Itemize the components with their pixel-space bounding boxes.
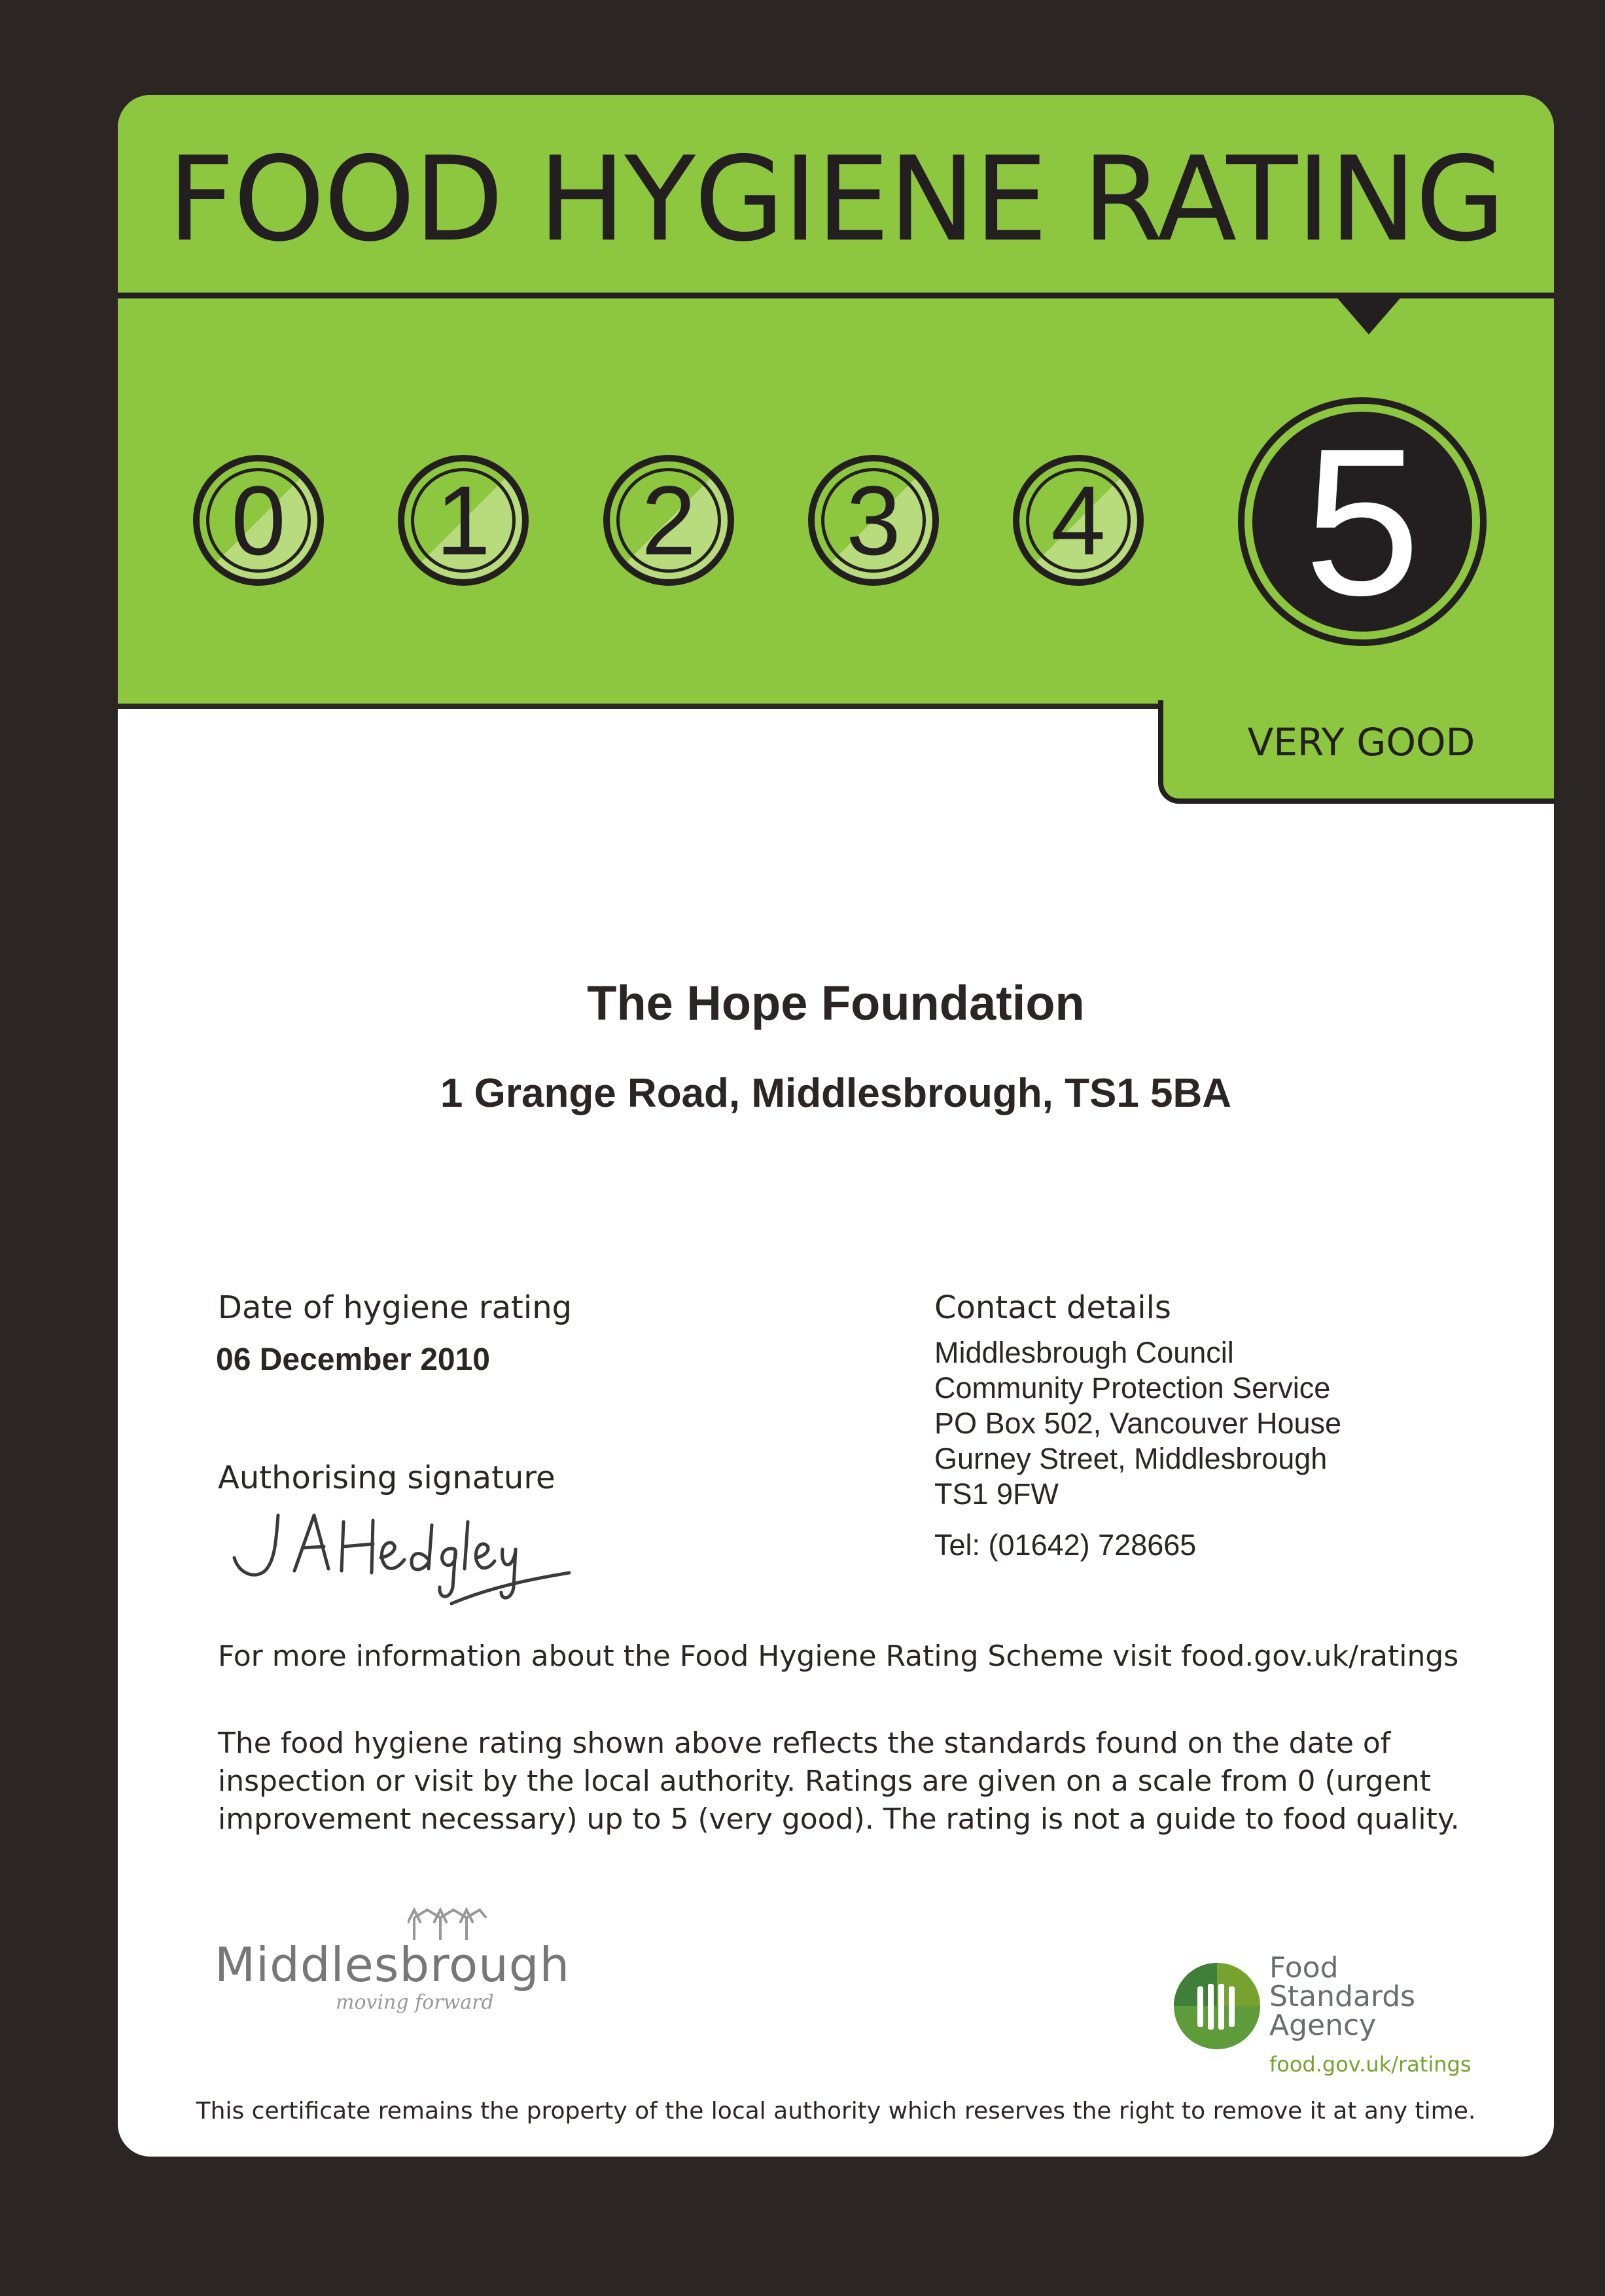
- rating-number: 0: [231, 465, 286, 575]
- rating-number-selected: 5: [1304, 404, 1420, 639]
- signature: [216, 1496, 582, 1607]
- middlesbrough-logo: [215, 1937, 571, 2014]
- rating-number: 2: [641, 465, 696, 575]
- rating-circle-5-selected: [1244, 404, 1480, 639]
- date-label: Date of hygiene rating: [218, 1289, 573, 1326]
- rating-circle-4: [1013, 455, 1144, 586]
- rating-number: 1: [436, 465, 491, 575]
- food-standards-agency-logo: [1171, 1951, 1538, 2085]
- contact-line: Community Protection Service: [934, 1371, 1331, 1405]
- contact-line: Gurney Street, Middlesbrough: [934, 1442, 1328, 1475]
- agency-name: Food Standards Agency: [1269, 1951, 1416, 2042]
- arrows-icon: [408, 1905, 493, 1941]
- rating-description: The food hygiene rating shown above reflects the standards found on the date of inspection or visit by the local authority. Ratings are given on a scale from 0 (urgent improvement necessary) up to 5 (very good). The rating is not a guide to food quality.: [218, 1727, 1460, 1836]
- rating-circle-1: [398, 455, 529, 586]
- contact-line: PO Box 502, Vancouver House: [934, 1407, 1342, 1440]
- council-name: Middlesbrough: [215, 1937, 571, 1992]
- certificate-title: FOOD HYGIENE RATING: [168, 132, 1504, 267]
- more-info-text: For more information about the Food Hygiene Rating Scheme visit food.gov.uk/ratings: [218, 1640, 1459, 1673]
- business-name: The Hope Foundation: [587, 976, 1085, 1030]
- rating-label-tab: [1158, 700, 1554, 804]
- rating-label: VERY GOOD: [1247, 720, 1475, 764]
- rating-circle-2: [603, 455, 734, 586]
- contact-label: Contact details: [934, 1289, 1171, 1326]
- fsa-fork-icon: [1171, 1960, 1263, 2052]
- rating-number: 4: [1051, 465, 1106, 575]
- contact-line: TS1 9FW: [934, 1477, 1059, 1511]
- agency-url: food.gov.uk/ratings: [1269, 2052, 1472, 2077]
- business-address: 1 Grange Road, Middlesbrough, TS1 5BA: [440, 1071, 1232, 1116]
- rating-circle-3: [808, 455, 939, 586]
- rating-number: 3: [846, 465, 901, 575]
- contact-address: [934, 1335, 1341, 1512]
- certificate: [118, 95, 1554, 2157]
- footer-note: This certificate remains the property of the local authority which reserves the right to remove it at any time.: [196, 2098, 1476, 2125]
- rating-pointer-icon: [1335, 295, 1403, 334]
- contact-telephone: Tel: (01642) 728665: [934, 1528, 1197, 1562]
- signature-label: Authorising signature: [218, 1460, 556, 1496]
- rating-circle-0: [193, 455, 324, 586]
- council-tagline: moving forward: [336, 1991, 494, 2014]
- rating-header: [118, 95, 1554, 709]
- date-value: 06 December 2010: [216, 1342, 490, 1377]
- contact-line: Middlesbrough Council: [934, 1336, 1234, 1369]
